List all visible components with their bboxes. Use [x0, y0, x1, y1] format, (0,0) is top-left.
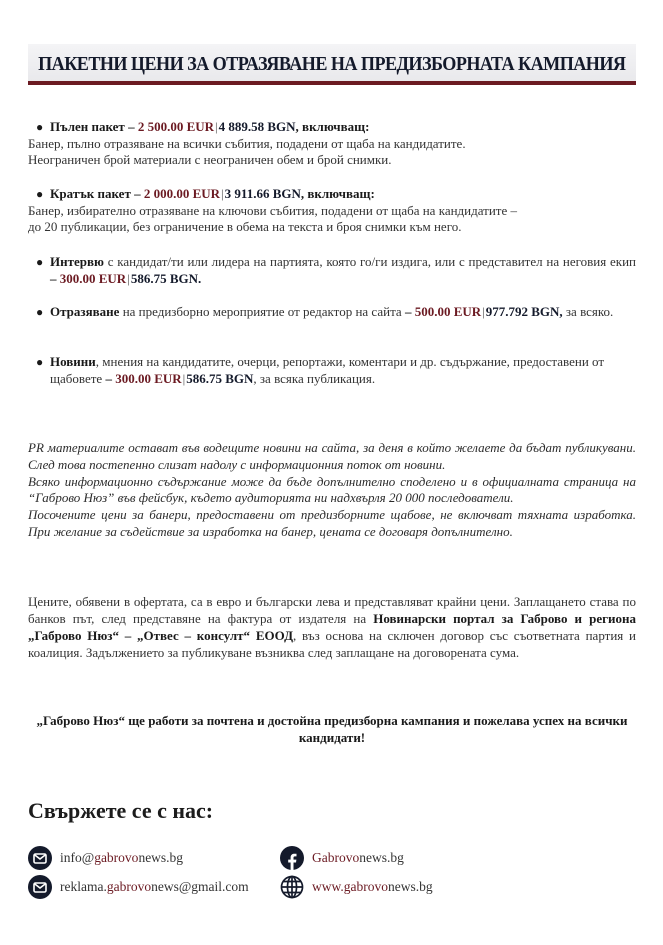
package-name: Отразяване: [50, 304, 120, 319]
bullet-icon: ●: [36, 355, 44, 369]
payment-terms: Цените, обявени в офертата, са в евро и български лева и представляват крайни цени. Заплащането става по банков път, след представяне на фактура от издателя на Новинарски портал за Габрово и региона „Габрово Нюз“ – „Отвес – консулт“ ЕООД, въз основа на сключен договор със съответната партия и коалиция. Задължението за публикуване възниква след заплащане на договорената сума.: [28, 594, 636, 660]
price-eur: 2 000.00 EUR: [143, 186, 221, 201]
contact-email-reklama[interactable]: [28, 875, 249, 899]
contact-link-text[interactable]: info@gabrovonews.bg: [60, 849, 184, 865]
facebook-icon: [280, 846, 304, 870]
price-bgn: 4 889.58 BGN: [218, 119, 296, 134]
package-description-line: Неограничен брой материали с неограничен обем и брой снимки.: [28, 152, 392, 167]
contact-title: Свържете се с нас:: [28, 798, 214, 823]
package-full: ● Пълен пакет – 2 500.00 EUR|4 889.58 BGN, включващ: Банер, пълно отразяване на всички събития, подадени от щаба на кандидатите. Неограничен брой материали с неограничен обем и брой снимки.: [28, 119, 636, 169]
header-divider: [28, 81, 636, 85]
package-description-line: Банер, пълно отразяване на всички събития, подадени от щаба на кандидатите.: [28, 135, 466, 151]
package-name: Кратък пакет: [50, 186, 131, 201]
email-icon: [28, 846, 52, 870]
bullet-icon: ●: [36, 120, 44, 134]
price-eur: 300.00 EUR: [115, 370, 182, 386]
package-name: Пълен пакет: [50, 119, 125, 134]
notes-section: [28, 440, 636, 541]
package-description-line: Банер, избирателно отразяване на ключови събития, подадени от щаба на кандидатите –: [28, 202, 518, 218]
contact-link-text[interactable]: reklama.gabrovonews@gmail.com: [60, 878, 249, 894]
price-eur: 2 500.00 EUR: [137, 119, 215, 134]
note-paragraph: PR материалите остават във водещите новини на сайта, за деня в който желаете да бъдат публикувани. След това постепенно слизат надолу с информационния поток от новини.: [28, 440, 636, 472]
closing-statement: „Габрово Нюз“ ще работи за почтена и достойна предизборна кампания и пожелава успех на всички кандидати!: [36, 713, 628, 745]
package-coverage: ● Отразяване на предизборно мероприятие от редактор на сайта – 500.00 EUR|977.792 BGN, за всяко.: [28, 304, 636, 321]
publisher-name: Новинарски портал за Габрово и региона „Габрово Нюз“ – „Отвес – консулт“ ЕООД: [28, 611, 636, 643]
price-bgn: 586.75 BGN: [186, 370, 254, 386]
price-bgn: 977.792 BGN,: [485, 304, 563, 319]
package-short: ● Кратък пакет – 2 000.00 EUR|3 911.66 BGN, включващ: Банер, избирателно отразяване на ключови събития, подадени от щаба на кандидатите – до 20 публикации, без ограничение в обема на текста и броя снимки към него.: [28, 186, 636, 236]
note-paragraph: Всяко информационно съдържание може да бъде допълнително споделено и в официалната страница на “Габрово Нюз” във фейсбук, където аудиторията ни надхвърля 20 000 последователи.: [28, 473, 636, 506]
globe-icon: [280, 875, 304, 899]
page-title: ПАКЕТНИ ЦЕНИ ЗА ОТРАЗЯВАНЕ НА ПРЕДИЗБОРНАТА КАМПАНИЯ: [38, 54, 626, 76]
package-news: ● Новини, мнения на кандидатите, очерци, репортажи, коментари и др. съдържание, предоставени от щабовете – 300.00 EUR|586.75 BGN, за всяка публикация.: [28, 354, 636, 387]
contact-link-text[interactable]: Gabrovonews.bg: [312, 849, 404, 865]
email-icon: [28, 875, 52, 899]
package-name: Интервю: [50, 254, 104, 269]
package-name: Новини: [50, 354, 96, 369]
contact-email-info[interactable]: [28, 846, 183, 870]
bullet-icon: ●: [36, 305, 44, 319]
price-eur: 500.00 EUR: [414, 304, 482, 319]
note-paragraph: Посочените цени за банери, предоставени от предизборните щабове, не включват тяхната изработка. При желание за съдействие за изработка на банер, цената се договаря допълнително.: [28, 507, 636, 539]
bullet-icon: ●: [36, 255, 44, 269]
bullet-icon: ●: [36, 187, 44, 201]
contact-facebook[interactable]: [280, 846, 404, 870]
price-bgn: 586.75 BGN.: [130, 270, 202, 286]
price-eur: 300.00 EUR: [59, 270, 127, 286]
contact-website[interactable]: [280, 875, 433, 899]
package-interview: ● Интервю с кандидат/ти или лидера на партията, която го/ги издига, или с представител на неговия екип – 300.00 EUR|586.75 BGN.: [28, 254, 636, 287]
contact-link-text[interactable]: www.gabrovonews.bg: [312, 878, 433, 894]
price-bgn: 3 911.66 BGN: [224, 186, 301, 201]
package-description-line: до 20 публикации, без ограничение в обема на текста и броя снимки към него.: [28, 219, 462, 234]
page-header: [28, 44, 636, 81]
